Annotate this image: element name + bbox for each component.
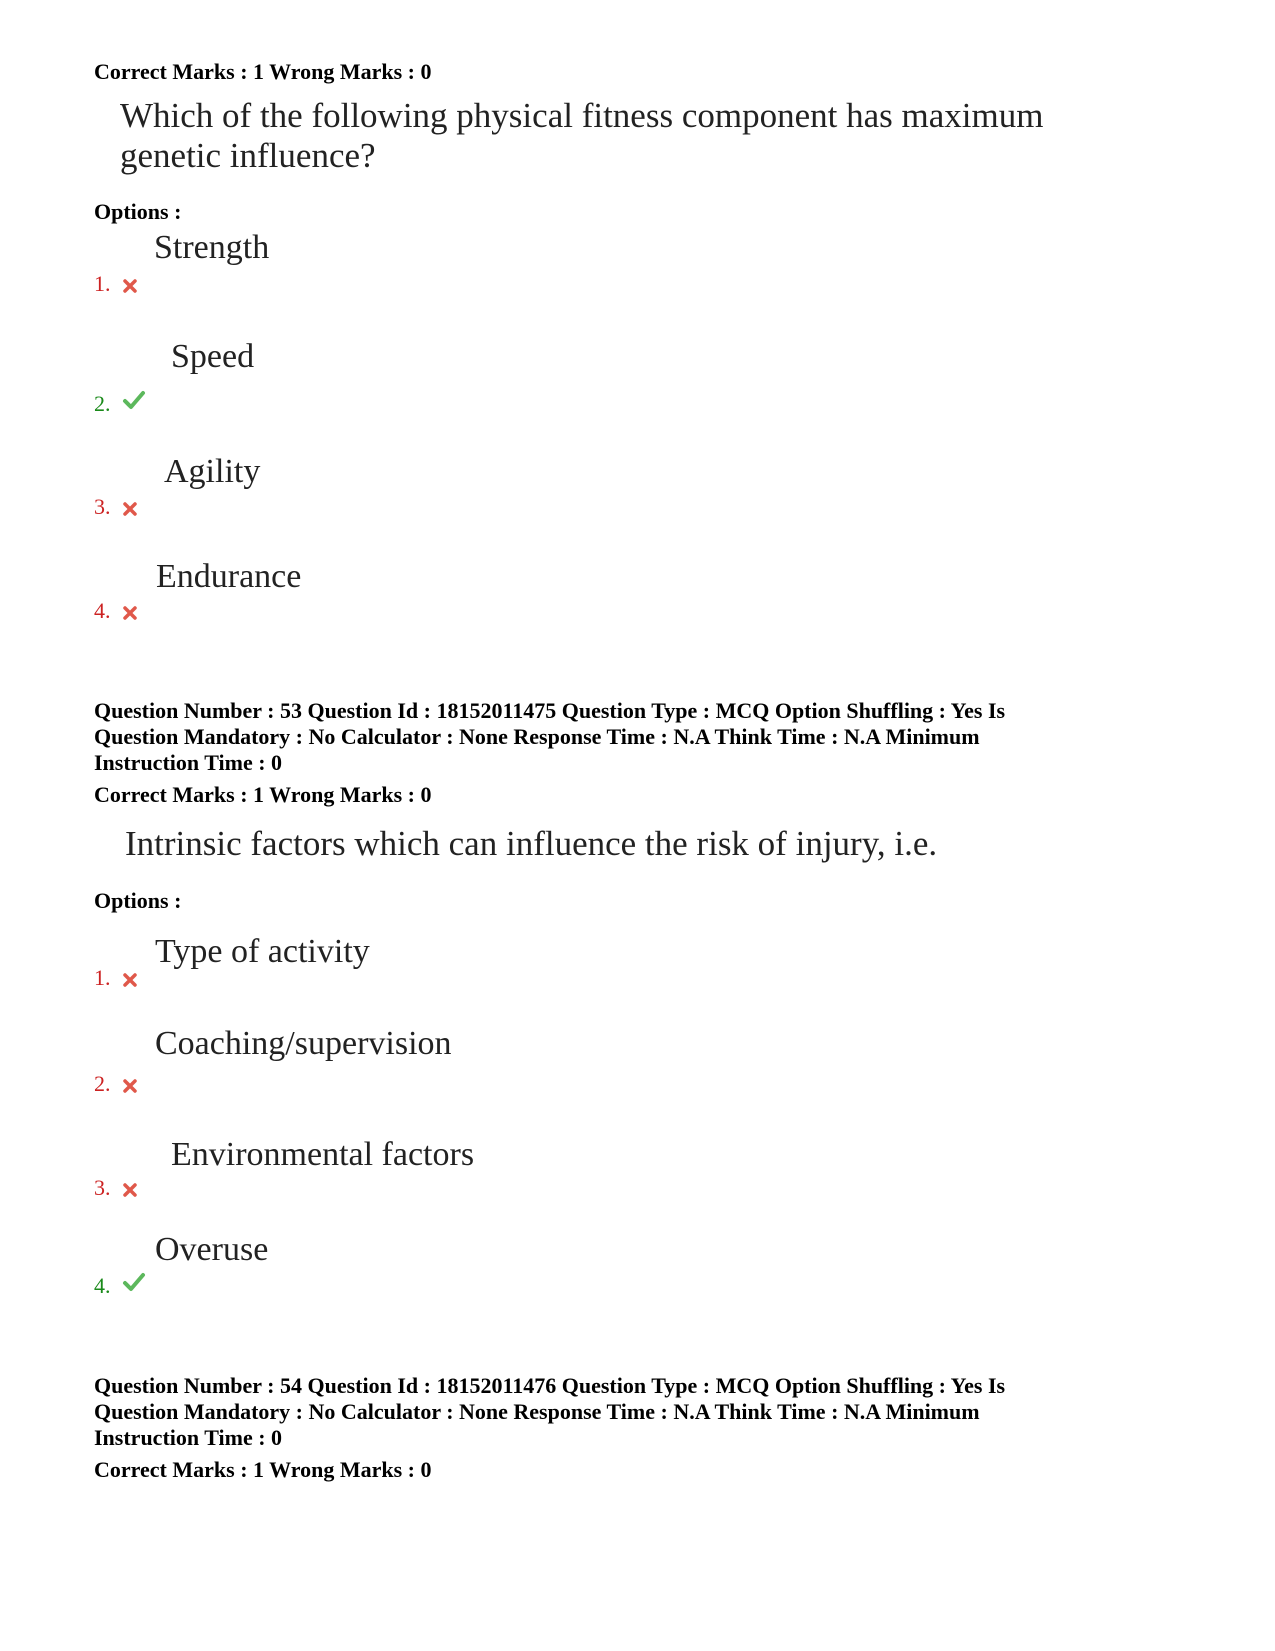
option-item[interactable] <box>94 965 138 991</box>
cross-icon <box>122 278 138 294</box>
option-text: Endurance <box>156 558 302 595</box>
option-item[interactable] <box>94 494 138 520</box>
question-meta-line: Instruction Time : 0 <box>94 1425 283 1450</box>
option-number: 1. <box>94 271 111 296</box>
check-icon <box>122 389 146 411</box>
option-number: 3. <box>94 1175 111 1200</box>
option-item[interactable] <box>94 1071 138 1097</box>
option-number: 3. <box>94 494 111 519</box>
question-meta-line: Question Mandatory : No Calculator : None Response Time : N.A Think Time : N.A Minimum <box>94 1399 980 1424</box>
options-label: Options : <box>94 888 182 913</box>
question-text-line: genetic influence? <box>120 136 376 175</box>
cross-icon <box>122 605 138 621</box>
question-meta-line: Question Number : 53 Question Id : 18152011475 Question Type : MCQ Option Shuffling : Yes Is <box>94 698 1006 723</box>
option-text: Speed <box>171 338 255 375</box>
question-meta-line: Instruction Time : 0 <box>94 750 283 775</box>
option-item[interactable] <box>94 598 138 624</box>
option-number: 2. <box>94 1071 111 1096</box>
cross-icon <box>122 972 138 988</box>
cross-icon <box>122 501 138 517</box>
option-number: 4. <box>94 598 111 623</box>
question-meta-line: Question Number : 54 Question Id : 18152011476 Question Type : MCQ Option Shuffling : Yes Is <box>94 1373 1006 1398</box>
cross-icon <box>122 1078 138 1094</box>
option-text: Coaching/supervision <box>155 1025 452 1062</box>
option-text: Overuse <box>155 1231 269 1268</box>
option-text: Environmental factors <box>171 1136 475 1173</box>
question-text-line: Which of the following physical fitness component has maximum <box>120 96 1044 135</box>
check-icon <box>122 1271 146 1293</box>
option-item[interactable] <box>94 1273 146 1299</box>
cross-icon <box>122 1182 138 1198</box>
marks-line: Correct Marks : 1 Wrong Marks : 0 <box>94 59 432 84</box>
option-text: Type of activity <box>155 933 370 970</box>
option-text: Strength <box>154 229 270 266</box>
marks-line: Correct Marks : 1 Wrong Marks : 0 <box>94 782 432 807</box>
option-item[interactable] <box>94 391 146 417</box>
question-meta-line: Question Mandatory : No Calculator : None Response Time : N.A Think Time : N.A Minimum <box>94 724 980 749</box>
marks-line: Correct Marks : 1 Wrong Marks : 0 <box>94 1457 432 1482</box>
option-number: 1. <box>94 965 111 990</box>
option-item[interactable] <box>94 271 138 297</box>
option-item[interactable] <box>94 1175 138 1201</box>
question-text-line: Intrinsic factors which can influence the risk of injury, i.e. <box>125 824 938 863</box>
option-number: 4. <box>94 1273 111 1298</box>
options-label: Options : <box>94 199 182 224</box>
option-number: 2. <box>94 391 111 416</box>
option-text: Agility <box>164 453 261 490</box>
